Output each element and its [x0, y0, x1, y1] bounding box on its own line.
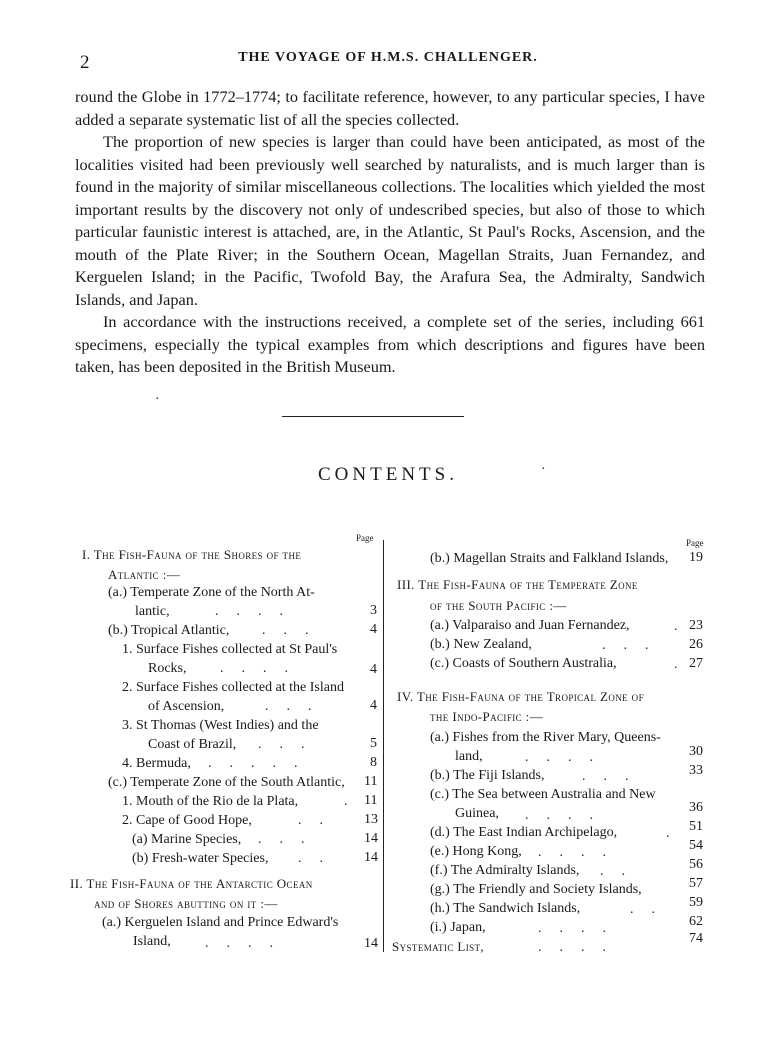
dot-leader: .. [630, 902, 673, 917]
section-heading: Atlantic :— [108, 567, 181, 582]
toc-entry: Rocks, [148, 661, 187, 676]
page-ref: 30 [689, 744, 703, 759]
toc-entry: Systematic List, [392, 939, 485, 954]
page-ref: 74 [689, 931, 703, 946]
toc-entry: 3. St Thomas (West Indies) and the [122, 718, 319, 733]
section-heading: II. The Fish-Fauna of the Antarctic Ocean [70, 876, 313, 891]
page-column-header: Page [356, 533, 374, 543]
page-ref: 4 [370, 622, 377, 637]
page-ref: 57 [689, 876, 703, 891]
section-heading: the Indo-Pacific :— [430, 709, 544, 724]
page-ref: 62 [689, 914, 703, 929]
page-ref: 56 [689, 857, 703, 872]
page-ref: 26 [689, 637, 703, 652]
page-ref: 36 [689, 800, 703, 815]
toc-entry: (a.) Fishes from the River Mary, Queens- [430, 730, 661, 745]
toc-entry: (f.) The Admiralty Islands, [430, 863, 580, 878]
toc-entry: 1. Mouth of the Rio de la Plata, [122, 794, 299, 809]
page-ref: 19 [689, 550, 703, 565]
toc-entry: of Ascension, [148, 699, 225, 714]
page-ref: 59 [689, 895, 703, 910]
page-ref: 27 [689, 656, 703, 671]
toc-entry: (a.) Kerguelen Island and Prince Edward's [102, 915, 339, 930]
dot-leader: . [674, 657, 678, 672]
toc-entry: 2. Cape of Good Hope, [122, 813, 252, 828]
paragraph: The proportion of new species is larger than could have been anticipated, as most of the localities visited had been previously well searched by naturalists, and is much larger than is found in the majority of similar miscellaneous collections. The localities which yielded the most important results by the discovery not only of undescribed species, but also of those to which particular faunistic interest is attached, are, in the Atlantic, St Paul's Rocks, Ascension, and the mouth of the Plate River; in the Southern Ocean, Magellan Straits, Juan Fernandez, and Kerguelen Island; in the Pacific, Twofold Bay, the Arafura Sea, the Admiralty, Sandwich Islands, and Japan. [75, 132, 705, 309]
page-ref: 4 [370, 698, 377, 713]
page-ref: 23 [689, 618, 703, 633]
page-ref: 3 [370, 603, 377, 618]
page-ref: 11 [364, 793, 378, 808]
section-heading: I. The Fish-Fauna of the Shores of the [82, 547, 302, 562]
toc-entry: lantic, [135, 604, 170, 619]
dot-leader: . [344, 794, 348, 809]
toc-entry: (a) Marine Species, [132, 832, 242, 847]
dot-leader: .. [600, 864, 643, 879]
column-divider [383, 540, 384, 952]
toc-entry: (a.) Temperate Zone of the North At- [108, 585, 315, 600]
dot-leader: .. [298, 851, 341, 866]
toc-entry: (c.) The Sea between Australia and New [430, 787, 656, 802]
section-heading: and of Shores abutting on it :— [94, 896, 278, 911]
stray-dot: · [155, 392, 160, 407]
running-title: THE VOYAGE OF H.M.S. CHALLENGER. [238, 50, 538, 65]
toc-entry: 1. Surface Fishes collected at St Paul's [122, 642, 338, 657]
toc-entry: (c.) Temperate Zone of the South Atlantic, [108, 775, 345, 790]
toc-entry: (e.) Hong Kong, [430, 844, 522, 859]
page-ref: 4 [370, 662, 377, 677]
dot-leader: .... [215, 604, 301, 619]
paragraph: round the Globe in 1772–1774; to facilitate reference, however, to any particular species, I have added a separate systematic list of all the species collected. [75, 87, 705, 129]
stray-dot: · [541, 462, 546, 477]
dot-leader: ... [258, 737, 323, 752]
dot-leader: ... [602, 638, 667, 653]
toc-entry: 2. Surface Fishes collected at the Island [122, 680, 344, 695]
dot-leader: . [666, 826, 670, 841]
section-heading: IV. The Fish-Fauna of the Tropical Zone of [397, 689, 644, 704]
toc-entry: (b.) The Fiji Islands, [430, 768, 545, 783]
dot-leader: .... [525, 808, 611, 823]
contents-title: CONTENTS. [318, 464, 458, 485]
toc-entry: 4. Bermuda, [122, 756, 191, 771]
toc-entry: land, [455, 749, 483, 764]
dot-leader: .... [220, 661, 306, 676]
page-ref: 14 [364, 831, 378, 846]
page-ref: 11 [364, 774, 378, 789]
toc-entry: (b.) New Zealand, [430, 637, 532, 652]
dot-leader: .... [205, 936, 291, 951]
dot-leader: ..... [208, 756, 316, 771]
dot-leader: .. [298, 813, 341, 828]
toc-entry: (h.) The Sandwich Islands, [430, 901, 581, 916]
page-ref: 14 [364, 850, 378, 865]
dot-leader: ... [582, 769, 647, 784]
page-number: 2 [80, 52, 90, 73]
toc-entry: (b) Fresh-water Species, [132, 851, 269, 866]
page-ref: 8 [370, 755, 377, 770]
body-text [75, 86, 705, 379]
paragraph: In accordance with the instructions received, a complete set of the series, including 661 specimens, especially the typical examples from which descriptions and figures have been taken, has been deposited in the British Museum. [75, 312, 705, 376]
toc-entry: (a.) Valparaiso and Juan Fernandez, [430, 618, 630, 633]
toc-entry: (g.) The Friendly and Society Islands, [430, 882, 642, 897]
page-ref: 51 [689, 819, 703, 834]
dot-leader: .... [538, 921, 624, 936]
dot-leader: ... [265, 699, 330, 714]
dot-leader: . [674, 619, 678, 634]
dot-leader: .... [525, 750, 611, 765]
page-ref: 5 [370, 736, 377, 751]
dot-leader: ... [262, 623, 327, 638]
toc-entry: (b.) Magellan Straits and Falkland Islands, [430, 551, 669, 566]
page-ref: 33 [689, 763, 703, 778]
page-ref: 54 [689, 838, 703, 853]
dot-leader: ... [258, 832, 323, 847]
toc-entry: (b.) Tropical Atlantic, [108, 623, 230, 638]
divider-rule [282, 416, 464, 417]
toc-entry: (d.) The East Indian Archipelago, [430, 825, 618, 840]
dot-leader: .... [538, 940, 624, 955]
toc-entry: Island, [133, 934, 171, 949]
dot-leader: .... [538, 845, 624, 860]
page-column-header: Page [686, 538, 704, 548]
toc-entry: (i.) Japan, [430, 920, 486, 935]
toc-entry: (c.) Coasts of Southern Australia, [430, 656, 617, 671]
section-heading: III. The Fish-Fauna of the Temperate Zone [397, 577, 638, 592]
page-ref: 13 [364, 812, 378, 827]
section-heading: of the South Pacific :— [430, 598, 567, 613]
toc-entry: Coast of Brazil, [148, 737, 237, 752]
toc-entry: Guinea, [455, 806, 499, 821]
page-ref: 14 [364, 936, 378, 951]
